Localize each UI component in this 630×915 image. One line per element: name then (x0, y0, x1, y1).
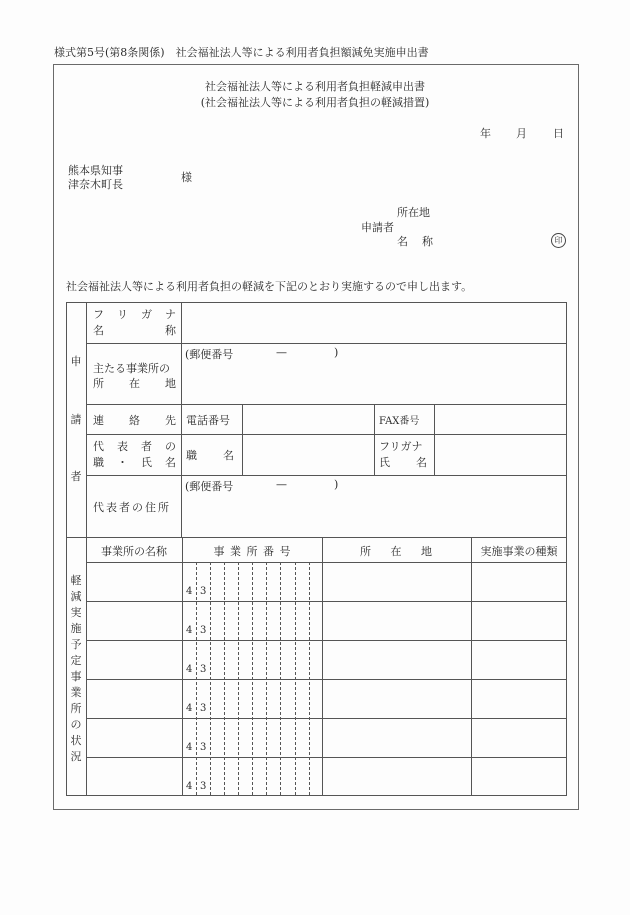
rep-furigana-label: フリガナ (379, 440, 423, 453)
job-title-char: 名 (223, 449, 234, 462)
service-type-field[interactable] (473, 681, 565, 716)
fax-label: FAX番号 (379, 416, 420, 427)
contact-char: 連 (93, 414, 104, 427)
fax-field[interactable] (436, 406, 564, 432)
name-char: 称 (165, 324, 176, 337)
applicant-section-label-2: 請 (70, 413, 82, 426)
addressee-mayor: 津奈木町長 (68, 178, 123, 191)
service-type-field[interactable] (473, 759, 565, 794)
rep-char: 氏 (141, 456, 152, 469)
form-id: 様式第5号(第8条関係) 社会福祉法人等による利用者負担額減免実施申出書 (54, 46, 429, 59)
office-name-field[interactable] (88, 642, 180, 677)
digit-prefix-1: 4 (186, 664, 193, 675)
service-type-field[interactable] (473, 642, 565, 677)
location-char: 在 (129, 377, 140, 390)
header-location-char: 地 (421, 545, 432, 558)
postal-code-label: (郵便番号 (185, 348, 234, 361)
rep-char: 者 (141, 440, 152, 453)
job-title-label (186, 447, 234, 463)
main-office-label: 主たる事業所の (93, 362, 170, 375)
contact-char: 先 (165, 414, 176, 427)
digit-prefix-2: 3 (200, 742, 207, 753)
furigana-char: フ (93, 308, 104, 321)
furigana-label (93, 306, 176, 322)
header-service-type: 実施事業の種類 (480, 545, 558, 558)
header-location (360, 543, 432, 559)
furigana-char: リ (117, 308, 128, 321)
rep-name-char: 名 (416, 456, 427, 469)
statement: 社会福祉法人等による利用者負担の軽減を下記のとおり実施するので申し出ます。 (66, 280, 473, 293)
phone-field[interactable] (244, 406, 372, 432)
main-office-location-label (93, 375, 176, 391)
service-type-field[interactable] (473, 564, 565, 599)
location-char: 地 (165, 377, 176, 390)
date-year-label: 年 (480, 127, 491, 140)
office-location-field[interactable] (324, 642, 470, 677)
digit-prefix-2: 3 (200, 664, 207, 675)
applicant-name-label-1: 名 (397, 235, 408, 248)
office-location-field[interactable] (324, 681, 470, 716)
office-location-field[interactable] (324, 720, 470, 755)
job-title-field[interactable] (244, 436, 372, 474)
office-name-field[interactable] (88, 564, 180, 599)
office-number-field[interactable] (211, 642, 321, 677)
rep-char: 表 (117, 440, 128, 453)
rep-postal-code-label: (郵便番号 (185, 480, 234, 493)
rep-char: 職 (93, 456, 104, 469)
offices-section-label: 軽 減 実 施 予 定 事 業 所 の 状 況 (70, 574, 82, 763)
office-number-field[interactable] (211, 603, 321, 638)
rep-address-label: 代表者の住所 (93, 501, 171, 514)
rep-char: の (165, 440, 176, 453)
applicant-label: 申請者 (361, 221, 394, 234)
office-number-field[interactable] (211, 681, 321, 716)
form-title: 社会福祉法人等による利用者負担軽減申出書 (205, 80, 425, 93)
office-number-field[interactable] (211, 720, 321, 755)
office-name-field[interactable] (88, 759, 180, 794)
service-type-field[interactable] (473, 720, 565, 755)
rep-name-label (379, 454, 427, 470)
office-number-field[interactable] (211, 759, 321, 794)
name-label (93, 322, 176, 338)
job-title-char: 職 (186, 449, 197, 462)
office-location-field[interactable] (324, 759, 470, 794)
furigana-char: ナ (165, 308, 176, 321)
postal-code-dash: — (276, 346, 287, 359)
digit-prefix-1: 4 (186, 703, 193, 714)
digit-prefix-1: 4 (186, 742, 193, 753)
rep-name-field[interactable] (436, 436, 564, 474)
rep-postal-code-dash: — (276, 478, 287, 491)
rep-address-field[interactable] (183, 492, 565, 536)
main-office-address-field[interactable] (183, 360, 565, 403)
header-location-char: 在 (390, 545, 402, 558)
addressee-governor: 熊本県知事 (68, 164, 123, 177)
postal-code-close: ) (334, 346, 339, 359)
name-char: 名 (93, 324, 104, 337)
phone-label: 電話番号 (186, 414, 230, 427)
header-office-name: 事業所の名称 (101, 545, 167, 558)
digit-prefix-1: 4 (186, 781, 193, 792)
digit-prefix-1: 4 (186, 625, 193, 636)
digit-prefix-2: 3 (200, 586, 207, 597)
header-office-number: 事 業 所 番 号 (213, 545, 292, 558)
digit-prefix-2: 3 (200, 703, 207, 714)
date-day-label: 日 (553, 127, 564, 140)
office-name-field[interactable] (88, 681, 180, 716)
rep-char: 代 (93, 440, 104, 453)
form-subtitle: (社会福祉法人等による利用者負担の軽減措置) (200, 96, 430, 109)
rep-name-char: 氏 (379, 456, 390, 469)
service-type-field[interactable] (473, 603, 565, 638)
rep-label-line1 (93, 438, 176, 454)
honorific: 様 (181, 171, 192, 184)
office-location-field[interactable] (324, 564, 470, 599)
digit-prefix-2: 3 (200, 625, 207, 636)
office-number-field[interactable] (211, 564, 321, 599)
office-name-field[interactable] (88, 720, 180, 755)
applicant-location-label: 所在地 (397, 206, 430, 219)
office-name-field[interactable] (88, 603, 180, 638)
rep-label-line2 (93, 454, 176, 470)
furigana-char: ガ (141, 308, 152, 321)
rep-char: ・ (117, 456, 128, 469)
name-field[interactable] (183, 304, 565, 342)
rep-postal-code-close: ) (334, 478, 339, 491)
header-location-char: 所 (360, 545, 371, 558)
applicant-section-label-3: 者 (70, 470, 82, 483)
applicant-section-label-1: 申 (70, 355, 82, 368)
date-month-label: 月 (516, 127, 527, 140)
contact-char: 絡 (129, 414, 140, 427)
digit-prefix-2: 3 (200, 781, 207, 792)
applicant-name-label-2: 称 (422, 235, 433, 248)
rep-char: 名 (165, 456, 176, 469)
seal-icon: 印 (551, 233, 566, 248)
location-char: 所 (93, 377, 104, 390)
digit-prefix-1: 4 (186, 586, 193, 597)
contact-label (93, 412, 176, 428)
office-location-field[interactable] (324, 603, 470, 638)
